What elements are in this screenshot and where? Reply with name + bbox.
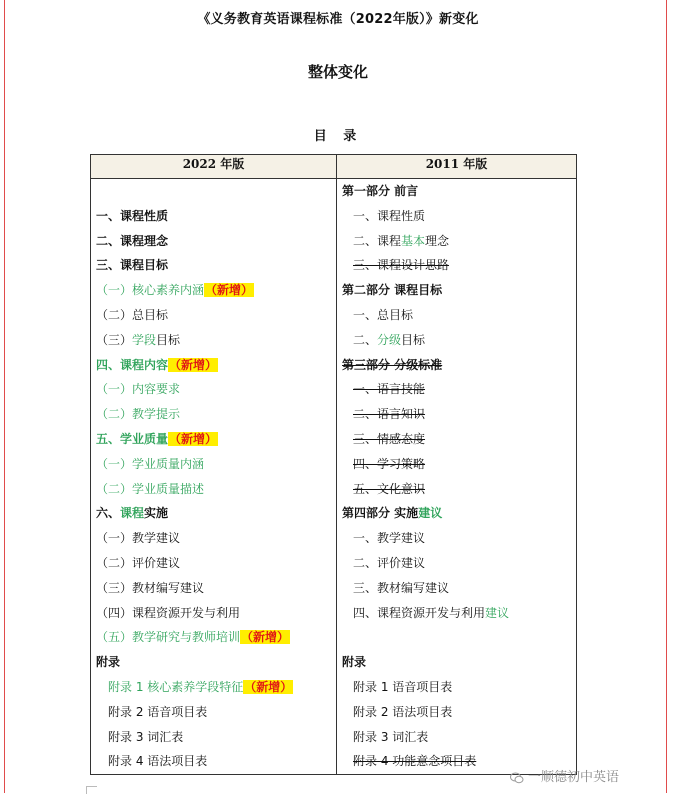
right-item: 五、文化意识	[353, 481, 426, 496]
left-item	[91, 278, 336, 303]
left-item-text: 目标	[156, 332, 181, 347]
right-item: 附录 1 语音项目表	[353, 679, 453, 694]
toc-title: 目 录	[313, 129, 363, 144]
left-item	[91, 675, 336, 700]
right-item-text: 二、	[353, 332, 378, 347]
document-title: 《义务教育英语课程标准（2022年版）》新变化	[197, 12, 479, 27]
left-item: 附录 2 语音项目表	[108, 704, 208, 719]
left-item-text: （一）核心素养内涵	[96, 283, 205, 298]
right-item: 二、语言知识	[353, 407, 426, 422]
left-item-text: 六、	[96, 506, 121, 521]
right-item-text: 建议	[485, 605, 510, 620]
left-item-text: 附录 1 核心素养学段特征	[108, 679, 244, 694]
right-item-text: 目标	[401, 332, 426, 347]
right-item	[337, 328, 576, 353]
right-item: 三、情感态度	[353, 431, 426, 446]
right-item	[337, 501, 576, 526]
right-item-text: 分级	[377, 332, 402, 347]
left-item: （二）评价建议	[96, 555, 181, 570]
right-item-text: 第四部分 实施	[342, 506, 419, 521]
toc-comparison-table	[90, 154, 577, 775]
left-item	[91, 427, 336, 452]
page-frame-right	[666, 0, 667, 793]
left-item: （四）课程资源开发与利用	[96, 605, 241, 620]
right-item-text: 四、课程资源开发与利用	[353, 605, 486, 620]
left-item: （二）教学提示	[96, 407, 181, 422]
right-item	[337, 601, 576, 626]
right-item: 一、语言技能	[353, 382, 426, 397]
new-badge: （新增）	[169, 357, 218, 372]
left-item: （一）教学建议	[96, 531, 181, 546]
left-item-text: 五、	[96, 431, 121, 446]
left-item-text: 实施	[144, 506, 169, 521]
left-item: 附录 4 语法项目表	[108, 754, 208, 769]
right-item: 一、总目标	[353, 307, 414, 322]
right-item-text: 基本	[401, 233, 426, 248]
right-item: 附录 4 功能意念项目表	[353, 754, 477, 769]
right-item	[337, 229, 576, 254]
right-item: 三、教材编写建议	[353, 580, 450, 595]
right-item: 附录 2 语法项目表	[353, 704, 453, 719]
watermark-text: 一顺德初中英语	[528, 770, 620, 785]
left-item: （二）学业质量描述	[96, 481, 205, 496]
header-2011: 2011 年版	[337, 155, 577, 179]
new-badge: （新增）	[241, 630, 290, 645]
left-item: 附录 3 词汇表	[108, 729, 184, 744]
table-body-row	[91, 179, 577, 775]
left-item-text: 学段	[132, 332, 157, 347]
left-item-text: （五）教学研究与教师培训	[96, 630, 241, 645]
left-item: 二、课程理念	[96, 233, 169, 248]
right-item: 三、课程设计思路	[353, 258, 450, 273]
left-item	[91, 501, 336, 526]
new-badge: （新增）	[244, 679, 293, 694]
left-item-text: （三）	[96, 332, 133, 347]
left-item: 附录	[96, 655, 121, 670]
left-item: （二）总目标	[96, 307, 169, 322]
new-badge: （新增）	[205, 283, 254, 298]
wechat-icon	[510, 772, 524, 784]
right-item-text: 理念	[425, 233, 450, 248]
right-item-text: 二、课程	[353, 233, 402, 248]
left-item: （三）教材编写建议	[96, 580, 205, 595]
left-item-text: 课程内容	[120, 357, 169, 372]
right-item: 一、教学建议	[353, 531, 426, 546]
right-item: 一、课程性质	[353, 208, 426, 223]
right-item: 附录	[342, 655, 367, 670]
right-item: 四、学习策略	[353, 456, 426, 471]
left-item: （一）内容要求	[96, 382, 181, 397]
left-item	[91, 353, 336, 378]
watermark	[510, 766, 619, 785]
right-item: 二、评价建议	[353, 555, 426, 570]
right-item: 附录 3 词汇表	[353, 729, 429, 744]
left-item	[91, 625, 336, 650]
left-item: 三、课程目标	[96, 258, 169, 273]
left-item	[91, 328, 336, 353]
column-2011	[337, 179, 577, 775]
header-2022: 2022 年版	[91, 155, 337, 179]
table-header-row	[91, 155, 577, 179]
left-item-text: 课程	[120, 506, 145, 521]
right-item: 第三部分 分级标准	[342, 357, 443, 372]
left-item: （一）学业质量内涵	[96, 456, 205, 471]
page-frame-left	[4, 0, 5, 793]
right-item: 第二部分 课程目标	[342, 283, 443, 298]
column-2022	[91, 179, 337, 775]
right-item: 第一部分 前言	[342, 184, 419, 198]
section-title: 整体变化	[307, 63, 368, 81]
left-item: 一、课程性质	[96, 208, 169, 223]
left-item-text: 四、	[96, 357, 121, 372]
left-item-text: 学业质量	[120, 431, 169, 446]
new-badge: （新增）	[169, 431, 218, 446]
right-item-text: 建议	[418, 506, 443, 521]
